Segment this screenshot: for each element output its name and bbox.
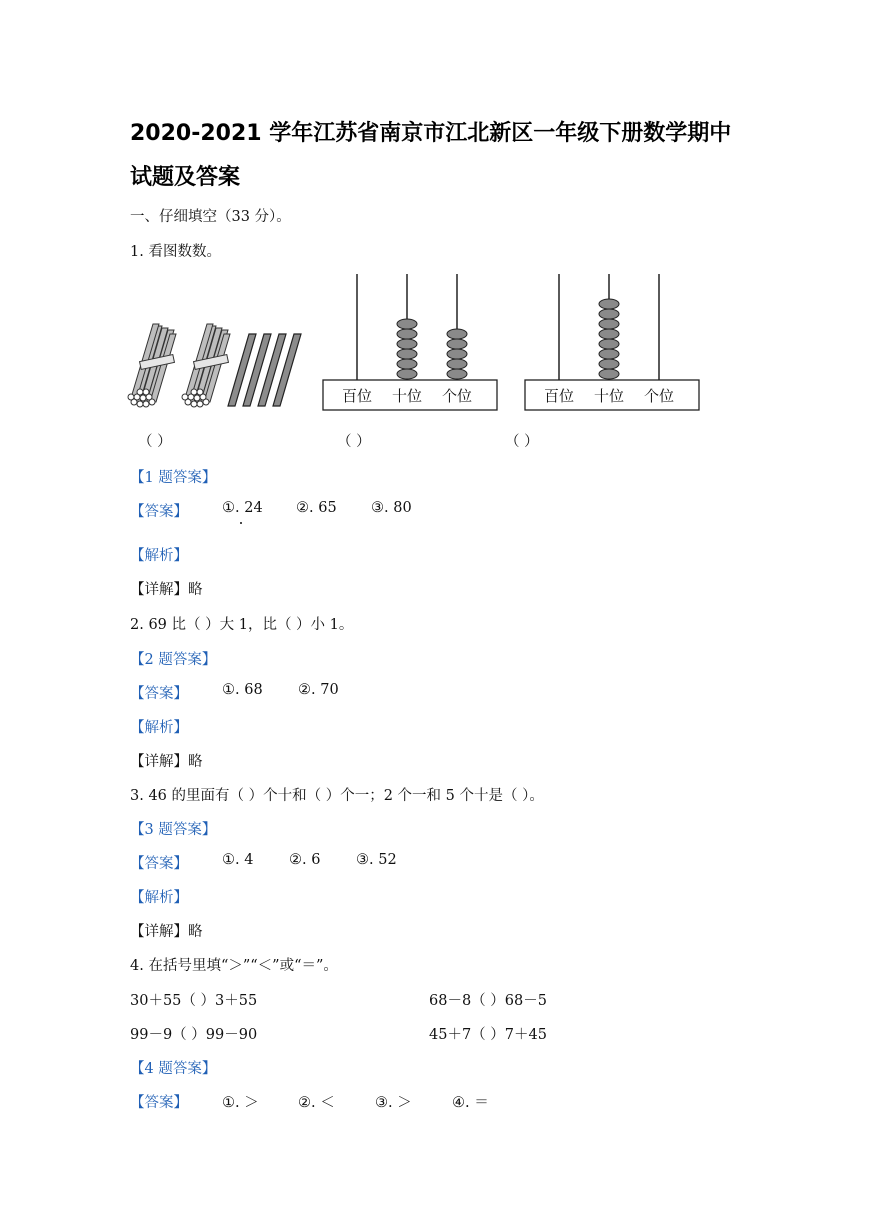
page-title-line2: 试题及答案 <box>130 165 241 190</box>
abacus2-ones-label: 个位 <box>643 387 675 405</box>
q4-item-2: 68－8（ ）68－5 <box>429 993 547 1009</box>
q4-answer-1: ①. ＞ <box>222 1095 259 1111</box>
question-2-text: 2. 69 比（ ）大 1，比（ ）小 1。 <box>130 617 354 633</box>
q3-answer-header: 【3 题答案】 <box>130 822 217 838</box>
single-sticks <box>228 334 301 406</box>
ten-stick-bundle-2 <box>182 324 230 407</box>
q2-answer-1: ①. 68 <box>222 682 263 698</box>
q4-answer-4: ④. ＝ <box>452 1095 489 1111</box>
q1-blank-3[interactable]: （ ） <box>505 434 539 450</box>
q2-analysis-label: 【解析】 <box>130 720 188 736</box>
question-4-text: 4. 在括号里填“＞”“＜”或“＝”。 <box>130 958 338 974</box>
q1-blank-1[interactable]: （ ） <box>138 434 172 450</box>
q4-item-3: 99－9（ ）99－90 <box>130 1027 258 1043</box>
q4-item-1: 30＋55（ ）3＋55 <box>130 993 258 1009</box>
q1-answer-3: ③. 80 <box>371 500 412 516</box>
q3-answer-3: ③. 52 <box>356 852 397 868</box>
page-title-line1: 2020-2021 学年江苏省南京市江北新区一年级下册数学期中 <box>130 121 732 146</box>
q1-analysis-label: 【解析】 <box>130 548 188 564</box>
q2-answer-label: 【答案】 <box>130 686 188 702</box>
q3-answer-2: ②. 6 <box>289 852 321 868</box>
q1-blank-2[interactable]: （ ） <box>337 434 371 450</box>
ten-stick-bundle-1 <box>128 324 176 407</box>
q1-answer-header: 【1 题答案】 <box>130 470 217 486</box>
q3-answer-label: 【答案】 <box>130 856 188 872</box>
q4-answer-label: 【答案】 <box>130 1095 188 1111</box>
question-3-text: 3. 46 的里面有（ ）个十和（ ）个一；2 个一和 5 个十是（ ）。 <box>130 788 544 804</box>
question-1-text: 1. 看图数数。 <box>130 244 221 260</box>
abacus2-tens-label: 十位 <box>593 387 625 405</box>
q2-detail: 【详解】略 <box>130 754 203 770</box>
q3-answer-1: ①. 4 <box>222 852 254 868</box>
q3-analysis-label: 【解析】 <box>130 890 188 906</box>
q3-detail: 【详解】略 <box>130 924 203 940</box>
q4-answer-header: 【4 题答案】 <box>130 1061 217 1077</box>
decorative-dot <box>240 522 242 524</box>
q2-answer-2: ②. 70 <box>298 682 339 698</box>
abacus2-hundreds-label: 百位 <box>543 387 575 405</box>
abacus-figure-2 <box>524 270 700 412</box>
q1-answer-2: ②. 65 <box>296 500 337 516</box>
section-heading: 一、仔细填空（33 分）。 <box>130 209 291 225</box>
q4-item-4: 45＋7（ ）7＋45 <box>429 1027 547 1043</box>
abacus1-ones-label: 个位 <box>441 387 473 405</box>
q4-answer-3: ③. ＞ <box>375 1095 412 1111</box>
q1-detail: 【详解】略 <box>130 582 203 598</box>
q1-answer-1: ①. 24 <box>222 500 263 516</box>
abacus1-hundreds-label: 百位 <box>341 387 373 405</box>
abacus-figure-1 <box>322 270 498 412</box>
q2-answer-header: 【2 题答案】 <box>130 652 217 668</box>
q1-answer-label: 【答案】 <box>130 504 188 520</box>
q4-answer-2: ②. ＜ <box>298 1095 335 1111</box>
abacus1-tens-label: 十位 <box>391 387 423 405</box>
sticks-bundle-figure <box>126 318 308 412</box>
